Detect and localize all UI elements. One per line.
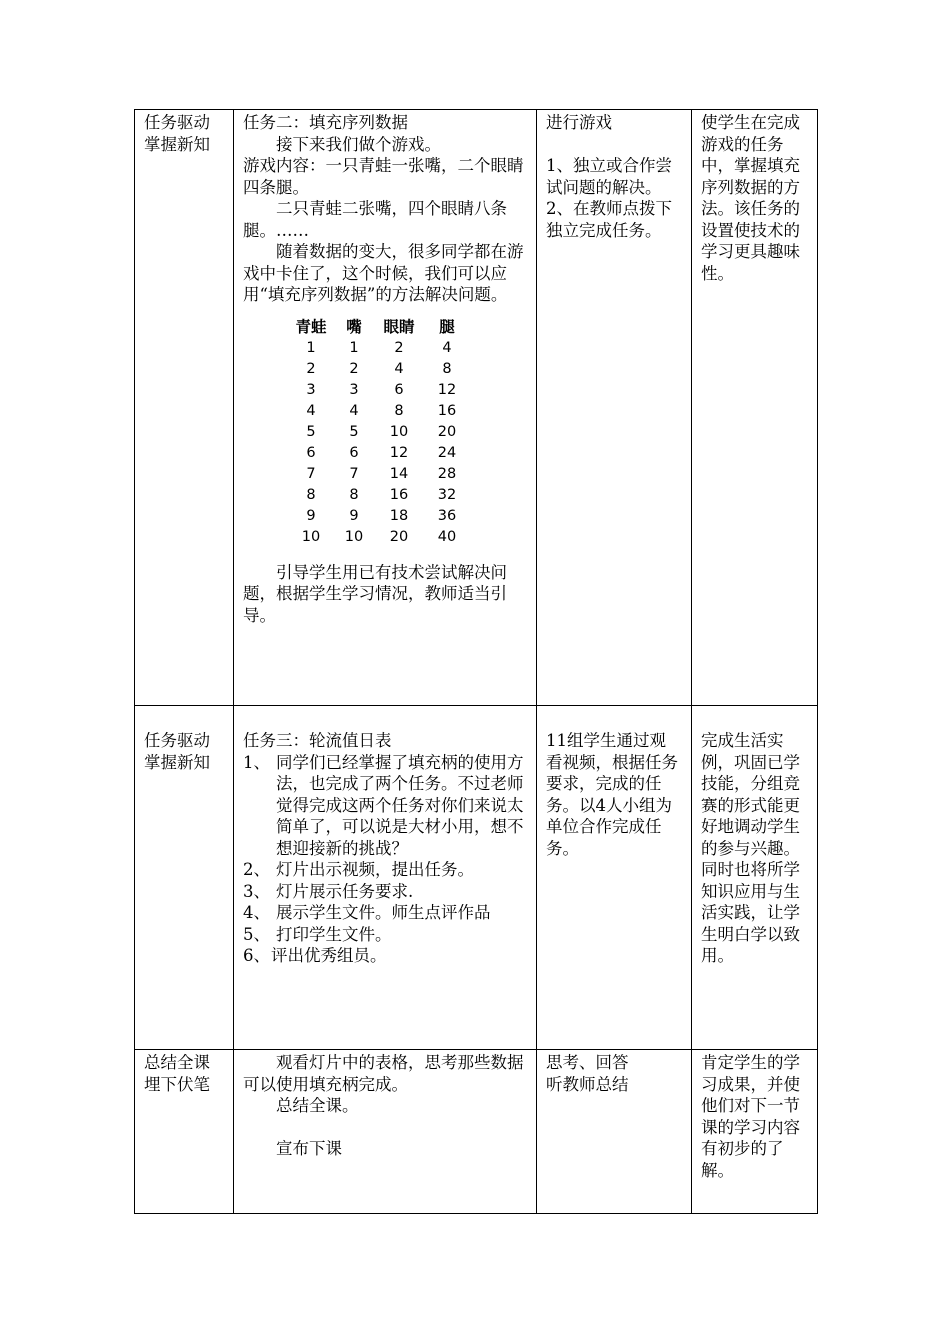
cell: 4 (349, 402, 359, 419)
student-line: 2、在教师点拨下独立完成任务。 (546, 199, 672, 240)
cell: 6 (349, 444, 359, 461)
list-item (243, 859, 527, 881)
cell: 4 (394, 360, 404, 377)
item-text: 评出优秀组员。 (271, 946, 387, 965)
lesson-plan-table (134, 109, 818, 1214)
stage-cell (135, 706, 234, 1050)
teacher-activity-cell (234, 706, 537, 1050)
item-number: 5、 (243, 924, 270, 944)
item-number: 3、 (243, 881, 270, 901)
cell: 8 (394, 402, 404, 419)
cell: 3 (349, 381, 359, 398)
cell: 3 (306, 381, 316, 398)
header-cell: 青蛙 (295, 317, 327, 336)
design-purpose-cell (692, 110, 818, 706)
list-item (243, 881, 527, 903)
cell: 4 (306, 402, 316, 419)
stage-line: 任务驱动 (144, 731, 210, 750)
student-line: 1、独立或合作尝试问题的解决。 (546, 156, 672, 197)
frog-table-row (289, 485, 471, 506)
cell: 16 (389, 486, 409, 503)
student-activity-cell (537, 1050, 692, 1214)
cell: 2 (394, 339, 404, 356)
cell: 16 (437, 402, 457, 419)
student-line: 思考、回答 (546, 1053, 629, 1072)
cell: 20 (437, 423, 457, 440)
student-text: 11组学生通过观看视频，根据任务要求，完成的任务。以4人小组为单位合作完成任务。 (546, 731, 678, 858)
cell: 9 (306, 507, 316, 524)
teacher-activity-cell (234, 1050, 537, 1214)
task-title: 任务二：填充序列数据 (243, 113, 408, 132)
cell: 2 (306, 360, 316, 377)
header-cell: 腿 (439, 317, 455, 336)
cell: 8 (306, 486, 316, 503)
frog-table-header (289, 316, 471, 338)
student-activity-cell (537, 706, 692, 1050)
frog-table-row (289, 380, 471, 401)
item-number: 2、 (243, 860, 270, 879)
cell: 9 (349, 507, 359, 524)
list-item (243, 945, 527, 967)
cell: 5 (306, 423, 316, 440)
stage-cell (135, 1050, 234, 1214)
cell: 24 (437, 444, 457, 461)
cell: 5 (349, 423, 359, 440)
cell: 10 (344, 528, 364, 545)
paragraph: 引导学生用已有技术尝试解决问题，根据学生学习情况，教师适当引导。 (243, 562, 507, 625)
design-purpose-cell (692, 706, 818, 1050)
item-number: 6、 (243, 946, 270, 965)
cell: 18 (389, 507, 409, 524)
item-number: 1、 (243, 752, 270, 772)
cell: 10 (389, 423, 409, 440)
paragraph: 总结全课。 (276, 1096, 359, 1115)
item-number: 4、 (243, 903, 270, 922)
paragraph: 宣布下课 (276, 1139, 342, 1158)
stage-line: 掌握新知 (144, 752, 210, 772)
item-text: 灯片展示任务要求. (276, 881, 414, 901)
purpose-text: 完成生活实例，巩固已学技能，分组竞赛的形式能更好地调动学生的参与兴趣。同时也将所学知识应用与生活实践，让学生明白学以致用。 (701, 731, 800, 965)
cell: 36 (437, 507, 457, 524)
cell: 40 (437, 528, 457, 545)
cell: 7 (349, 465, 359, 482)
purpose-text: 肯定学生的学习成果，并使他们对下一节课的学习内容有初步的了解。 (701, 1053, 800, 1180)
table-row (135, 110, 818, 706)
table-row (135, 1050, 818, 1214)
step-list (243, 752, 527, 967)
item-text: 展示学生文件。师生点评作品 (276, 903, 491, 922)
design-purpose-cell (692, 1050, 818, 1214)
cell: 1 (349, 339, 359, 356)
purpose-text: 使学生在完成游戏的任务中，掌握填充序列数据的方法。该任务的设置使技术的学习更具趣味性。 (701, 113, 800, 283)
list-item (243, 924, 527, 946)
stage-line: 总结全课 (144, 1053, 210, 1072)
stage-line: 掌握新知 (144, 134, 210, 154)
paragraph: 游戏内容：一只青蛙一张嘴，二个眼睛四条腿。 (243, 156, 524, 197)
paragraph: 二只青蛙二张嘴，四个眼睛八条腿。…… (243, 199, 507, 240)
student-activity-cell (537, 110, 692, 706)
frog-table-row (289, 359, 471, 380)
frog-table-row (289, 464, 471, 485)
paragraph: 观看灯片中的表格，思考那些数据可以使用填充柄完成。 (243, 1053, 524, 1094)
header-cell: 眼睛 (383, 317, 415, 336)
stage-line: 埋下伏笔 (144, 1074, 210, 1094)
cell: 1 (306, 339, 316, 356)
item-text: 同学们已经掌握了填充柄的使用方法，也完成了两个任务。不过老师觉得完成这两个任务对你们来说太简单了，可以说是大材小用，想不想迎接新的挑战？ (276, 752, 524, 858)
cell: 10 (301, 528, 321, 545)
cell: 14 (389, 465, 409, 482)
list-item (243, 902, 527, 924)
cell: 32 (437, 486, 457, 503)
frog-table-row (289, 338, 471, 359)
frog-data-table (289, 316, 471, 548)
cell: 6 (394, 381, 404, 398)
cell: 12 (389, 444, 409, 461)
teacher-activity-cell (234, 110, 537, 706)
frog-table-row (289, 443, 471, 464)
cell: 6 (306, 444, 316, 461)
cell: 28 (437, 465, 457, 482)
item-text: 打印学生文件。 (276, 924, 392, 944)
task-title: 任务三：轮流值日表 (243, 731, 392, 750)
list-item (243, 752, 527, 860)
header-cell: 嘴 (346, 317, 362, 336)
student-line: 进行游戏 (546, 113, 612, 132)
cell: 8 (442, 360, 452, 377)
cell: 4 (442, 339, 452, 356)
item-text: 灯片出示视频，提出任务。 (276, 860, 474, 879)
cell: 2 (349, 360, 359, 377)
cell: 12 (437, 381, 457, 398)
cell: 20 (389, 528, 409, 545)
cell: 7 (306, 465, 316, 482)
frog-table-row (289, 506, 471, 527)
paragraph: 随着数据的变大，很多同学都在游戏中卡住了，这个时候，我们可以应用“填充序列数据”的方法解决问题。 (243, 242, 524, 304)
paragraph: 接下来我们做个游戏。 (276, 134, 441, 154)
stage-line: 任务驱动 (144, 113, 210, 132)
stage-cell (135, 110, 234, 706)
student-line: 听教师总结 (546, 1074, 629, 1094)
table-row (135, 706, 818, 1050)
frog-table-row (289, 422, 471, 443)
cell: 8 (349, 486, 359, 503)
frog-table-row (289, 401, 471, 422)
frog-table-row (289, 527, 471, 548)
